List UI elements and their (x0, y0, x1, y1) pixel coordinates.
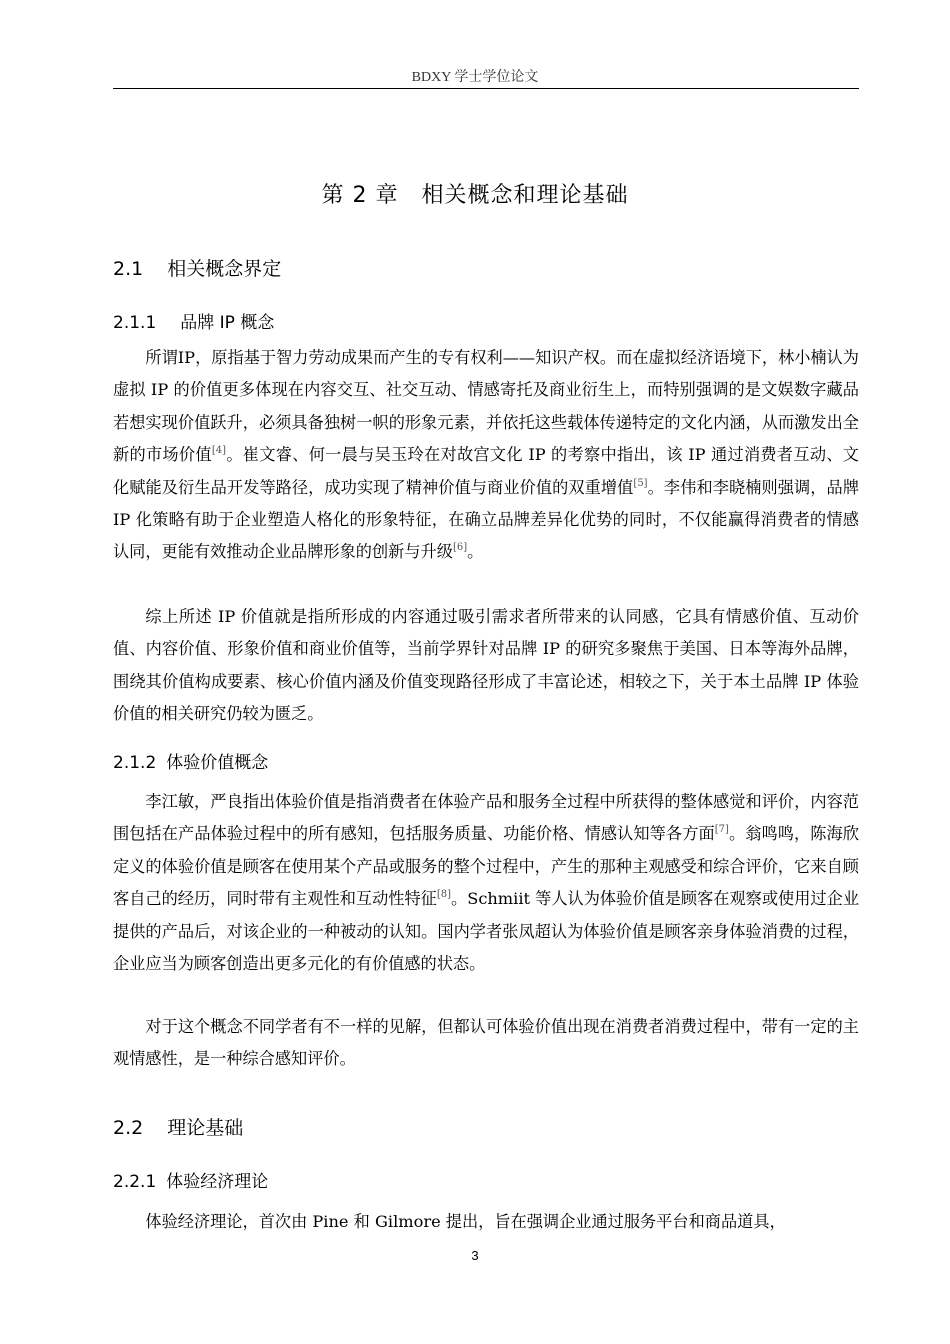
section-title: 体验经济理论 (166, 1172, 269, 1192)
section-number: 2.2 (113, 1117, 144, 1139)
paragraph-experience-value-2: 对于这个概念不同学者有不一样的见解，但都认可体验价值出现在消费者消费过程中，带有一定的主观情感性，是一种综合感知评价。 (113, 1017, 859, 1069)
paragraph-text: 所谓IP，原指基于智力劳动成果而产生的专有权利——知识产权。而在虚拟经济语境下，林小楠认为虚拟 IP 的价值更多体现在内容交互、社交互动、情感寄托及商业衍生上，而特别强调的是文娱数字藏品若想实现价值跃升，必须具备独树一帜的形象元素，并依托这些载体传递特定的文化内涵，从而激发出全新的市场价值 (113, 348, 859, 465)
citation: [6] (452, 542, 468, 554)
page-number: 3 (471, 1248, 479, 1263)
section-number: 2.1.1 (113, 313, 157, 333)
section-title: 理论基础 (167, 1117, 244, 1139)
paragraph-text: 李江敏，严良指出体验价值是指消费者在体验产品和服务全过程中所获得的整体感觉和评价，内容范围包括在产品体验过程中的所有感知，包括服务质量、功能价格、情感认知等各方面 (113, 792, 859, 844)
section-heading-2-2-1 (113, 1167, 268, 1192)
section-title: 相关概念界定 (167, 258, 282, 280)
citation: [5] (633, 477, 648, 489)
chapter-title: 第 2 章 相关概念和理论基础 (321, 183, 629, 208)
section-heading-2-1-1 (113, 308, 274, 333)
paragraph-brand-ip-2: 综上所述 IP 价值就是指所形成的内容通过吸引需求者所带来的认同感，它具有情感价值、互动价值、内容价值、形象价值和商业价值等，当前学界针对品牌 IP 的研究多聚焦于美国、日本等海外品牌，围绕其价值构成要素、核心价值内涵及价值变现路径形成了丰富论述，相较之下，关于本土品牌 IP 体验价值的相关研究仍较为匮乏。 (113, 607, 859, 724)
section-heading-2-1-2 (113, 748, 268, 773)
paragraph-text: 。Schmiit 等人认为体验价值是顾客在观察或使用过企业提供的产品后，对该企业的一种被动的认知。国内学者张凤超认为体验价值是顾客亲身体验消费的过程，企业应当为顾客创造出更多元化的有价值感的状态。 (113, 889, 860, 974)
section-number: 2.1.2 (113, 753, 157, 773)
section-title: 体验价值概念 (166, 753, 269, 773)
section-number: 2.2.1 (113, 1172, 157, 1192)
section-heading-2-2 (113, 1113, 243, 1140)
paragraph-experience-economy: 体验经济理论，首次由 Pine 和 Gilmore 提出，旨在强调企业通过服务平台和商品道具， (145, 1212, 786, 1231)
paragraph-text: 。李伟和李晓楠则强调，品牌 IP 化策略有助于企业塑造人格化的形象特征，在确立品牌差异化优势的同时，不仅能赢得消费者的情感认同，更能有效推动企业品牌形象的创新与升级 (113, 477, 860, 562)
section-heading-2-1 (113, 254, 281, 281)
paragraph-experience-value-1 (113, 786, 859, 980)
citation: [8] (436, 889, 452, 901)
paragraph-text: 。翁鸣鸣，陈海欣定义的体验价值是顾客在使用某个产品或服务的整个过程中，产生的那种主观感受和综合评价，它来自顾客自己的经历，同时带有主观性和互动性特征 (113, 824, 860, 909)
header-rule (113, 88, 859, 89)
running-header: BDXY 学士学位论文 (411, 70, 539, 85)
paragraph-text: 。 (467, 542, 484, 562)
section-number: 2.1 (113, 258, 144, 280)
section-title: 品牌 IP 概念 (180, 313, 275, 333)
citation: [4] (211, 445, 227, 457)
citation: [7] (714, 824, 729, 836)
paragraph-brand-ip-1 (113, 342, 859, 569)
paragraph-text: 。崔文睿、何一晨与吴玉玲在对故宫文化 IP 的考察中指出，该 IP 通过消费者互动、文化赋能及衍生品开发等路径，成功实现了精神价值与商业价值的双重增值 (113, 445, 859, 497)
